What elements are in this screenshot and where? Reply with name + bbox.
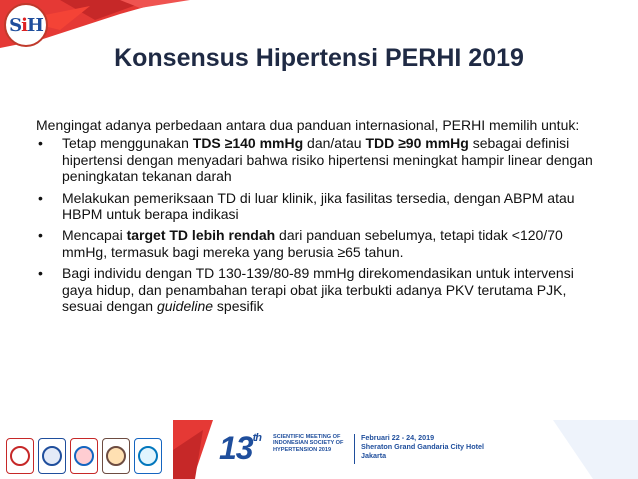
event-banner [173,420,638,479]
banner-divider [354,434,355,464]
organization-logo: SiH [4,3,48,47]
list-item: • Melakukan pemeriksaan TD di luar klinik, jika fasilitas tersedia, dengan ABPM atau HBPM untuk berapa indikasi [38,189,575,223]
event-edition-number: 13th [219,430,261,466]
event-details: Februari 22 - 24, 2019 Sheraton Grand Gandaria City Hotel Jakarta [361,433,485,460]
partner-logo-icon [134,438,162,474]
partner-logo-icon [6,438,34,474]
bullet-list [36,135,596,314]
list-item: • Bagi individu dengan TD 130-139/80-89 mmHg direkomendasikan untuk intervensi gaya hidup, dan penambahan terapi obat jika terbukti adanya PKV terutama PJK, sesuai dengan guideline spesifik [38,265,574,315]
partner-logo-icon [102,438,130,474]
meeting-title: SCIENTIFIC MEETING OF INDONESIAN SOCIETY OF HYPERTENSION 2019 [273,434,344,453]
partner-logo-icon [70,438,98,474]
partner-logos [6,436,162,476]
partner-logo-icon [38,438,66,474]
intro-text: Mengingat adanya perbedaan antara dua panduan internasional, PERHI memilih untuk: [36,117,580,133]
slide-title: Konsensus Hipertensi PERHI 2019 [114,44,524,72]
list-item: • Tetap menggunakan TDS ≥140 mmHg dan/atau TDD ≥90 mmHg sebagai definisi hipertensi dengan menyadari bahwa risiko hipertensi meningkat hampir linear dengan peningkatan tekanan darah [38,135,593,185]
slide-body [36,117,596,319]
list-item: • Mencapai target TD lebih rendah dari panduan sebelumya, tetapi tidak <120/70 mmHg, termasuk bagi mereka yang berusia ≥65 tahun. [38,227,563,260]
